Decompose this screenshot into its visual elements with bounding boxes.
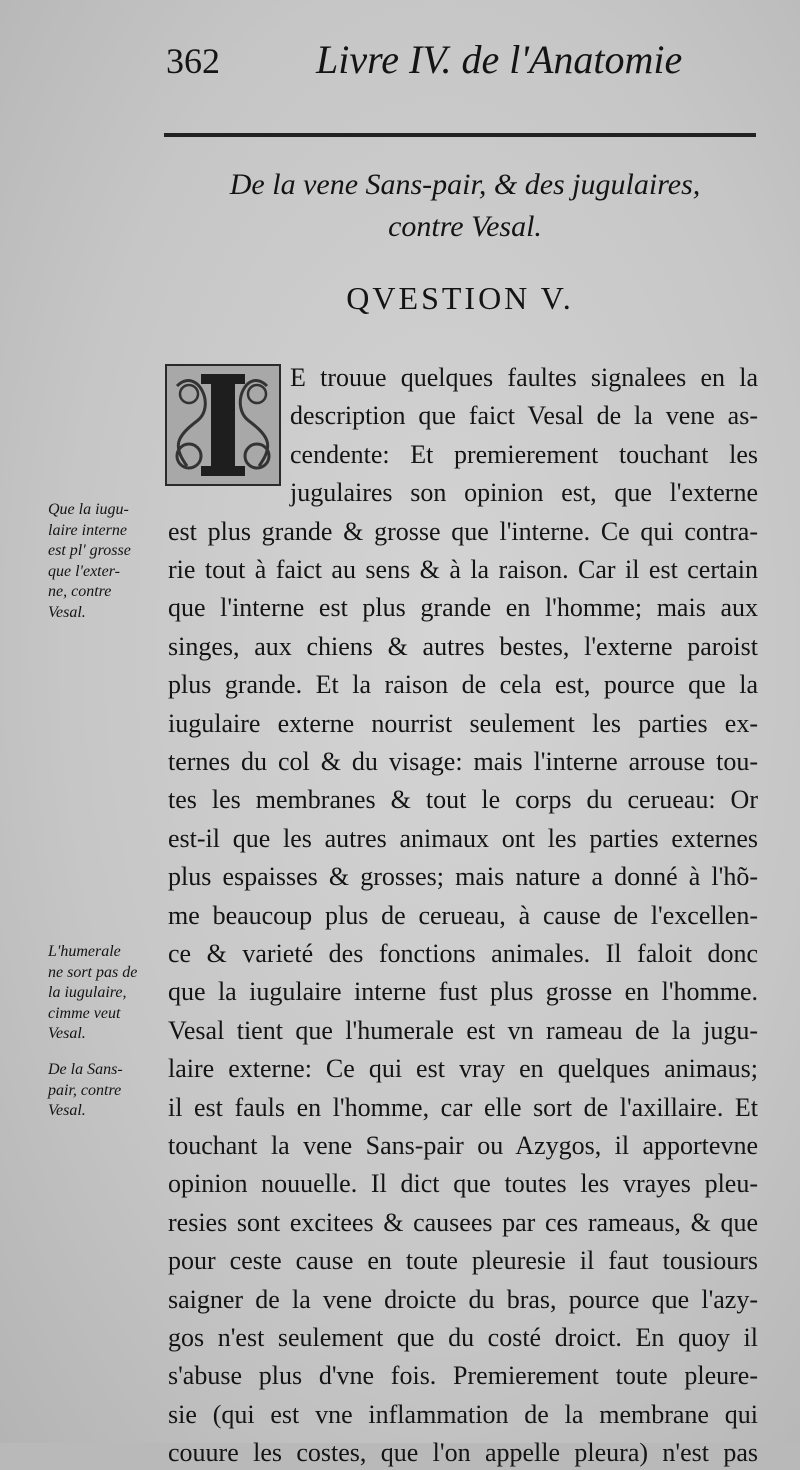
body-line: sie (qui est vne inflammation de la membrane qui — [168, 1399, 758, 1429]
header-rule — [164, 133, 756, 137]
margin-note-line: est pl' grosse — [48, 542, 131, 559]
body-line: Vesal tient que l'humerale est vn rameau de la jugu- — [168, 1015, 758, 1045]
body-line: jugulaires son opinion est, que l'externe — [290, 478, 758, 508]
body-line: ternes du col & du visage: mais l'interne arrouse tou- — [168, 747, 758, 776]
section-title-line-2: contre Vesal. — [388, 210, 542, 243]
body-line: est-il que les autres animaux ont les parties externes — [168, 823, 758, 853]
body-line: il est fauls en l'homme, car elle sort de l'axillaire. Et — [168, 1092, 758, 1122]
body-line: ce & varieté des fonctions animales. Il faloit donc — [168, 939, 758, 968]
margin-note-line: que l'exter- — [48, 562, 120, 580]
initial-letter — [167, 484, 168, 485]
ornamental-initial — [165, 364, 281, 486]
body-line: s'abuse plus d'vne fois. Premierement toute pleure- — [168, 1361, 758, 1391]
margin-note — [48, 1060, 123, 1122]
body-line: laire externe: Ce qui est vray en quelques animaus; — [168, 1054, 758, 1084]
margin-note-line: ne, contre — [48, 583, 112, 600]
margin-note-line: Vesal. — [48, 603, 86, 621]
body-line: opinion nouuelle. Il dict que toutes les vrayes pleu- — [168, 1169, 758, 1199]
margin-note — [48, 942, 137, 1045]
margin-note-line: L'humerale — [48, 943, 121, 960]
ornamental-initial-icon — [167, 366, 279, 484]
margin-note — [48, 500, 131, 623]
body-line: touchant la vene Sans-pair ou Azygos, il apportevne — [168, 1131, 758, 1160]
body-line: iugulaire externe nourrist seulement les parties ex- — [168, 708, 758, 738]
running-title: Livre IV. de l'Anatomie — [316, 37, 683, 82]
body-line: tes les membranes & tout le corps du cerueau: Or — [168, 785, 758, 815]
body-line: que l'interne est plus grande en l'homme; mais aux — [168, 593, 758, 623]
body-line: description que faict Vesal de la vene as- — [290, 401, 758, 431]
margin-note-line: laire interne — [48, 521, 127, 539]
question-heading: QVESTION V. — [346, 280, 574, 316]
margin-note-line: ne sort pas de — [48, 963, 138, 981]
body-line: est plus grande & grosse que l'interne. Ce qui contra- — [168, 516, 758, 546]
margin-note-line: De la Sans- — [48, 1061, 123, 1078]
body-line: couure les costes, que l'on appelle pleura) n'est pas — [168, 1438, 758, 1468]
body-line: plus espaisses & grosses; mais nature a donné à l'hõ- — [168, 862, 758, 892]
body-line: gos n'est seulement que du costé droict. En quoy il — [168, 1323, 758, 1352]
body-line: saigner de la vene droicte du bras, pource que l'azy- — [168, 1284, 758, 1314]
body-line: pour ceste cause en toute pleuresie il faut tousiours — [168, 1246, 758, 1276]
body-line: me beaucoup plus de cerueau, à cause de l'excellen- — [168, 900, 758, 930]
margin-note-line: la iugulaire, — [48, 984, 127, 1001]
margin-note-line: cimme veut — [48, 1004, 121, 1022]
section-title-line-1: De la vene Sans-pair, & des jugulaires, — [229, 168, 701, 201]
margin-note-line: pair, contre — [48, 1081, 122, 1099]
margin-note-line: Vesal. — [48, 1102, 86, 1119]
body-line: E trouue quelques faultes signalees en la — [290, 363, 758, 392]
body-line: que la iugulaire interne fust plus grosse en l'homme. — [168, 977, 758, 1007]
body-line: cendente: Et premierement touchant les — [290, 439, 758, 469]
body-line: rie tout à faict au sens & à la raison. Car il est certain — [168, 555, 758, 584]
page-number: 362 — [166, 41, 220, 81]
margin-note-line: Vesal. — [48, 1025, 86, 1042]
margin-note-line: Que la iugu- — [48, 501, 129, 518]
body-line: singes, aux chiens & autres bestes, l'externe paroist — [168, 631, 758, 661]
body-line: plus grande. Et la raison de cela est, pource que la — [168, 670, 758, 700]
body-line: resies sont excitees & causees par ces rameaus, & que — [168, 1207, 758, 1237]
